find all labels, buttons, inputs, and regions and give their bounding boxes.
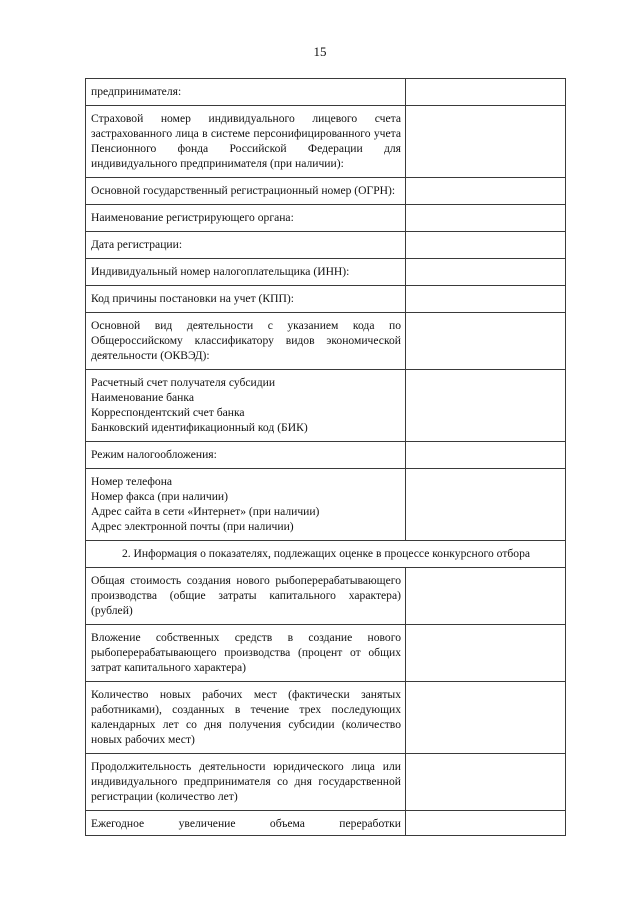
form-row	[86, 370, 566, 442]
field-label	[86, 232, 406, 259]
field-label-line: Банковский идентификационный код (БИК)	[91, 421, 308, 434]
field-label-line: Расчетный счет получателя субсидии	[91, 376, 276, 389]
form-row	[86, 106, 566, 178]
field-label	[86, 568, 406, 625]
field-label	[86, 811, 406, 836]
field-label	[86, 259, 406, 286]
field-label	[86, 106, 406, 178]
field-label	[86, 370, 406, 442]
field-label	[86, 754, 406, 811]
form-row	[86, 625, 566, 682]
form-row	[86, 205, 566, 232]
form-row	[86, 682, 566, 754]
form-row	[86, 313, 566, 370]
form-row	[86, 811, 566, 836]
section-2-title: 2. Информация о показателях, подлежащих оценке в процессе конкурсного отбора	[86, 541, 566, 568]
field-label	[86, 313, 406, 370]
field-value-cell[interactable]	[406, 79, 566, 106]
field-label	[86, 178, 406, 205]
field-label	[86, 286, 406, 313]
field-label-line: Ежегодное увеличение объема переработки	[91, 817, 401, 830]
application-form-table	[85, 78, 566, 836]
field-label-line: предпринимателя:	[91, 85, 182, 98]
page-number: 15	[313, 44, 327, 59]
field-label-line: Страховой номер индивидуального лицевого счета застрахованного лица в системе персонифицированного учета Пенсионного фонда Российской Федерации для индивидуального предпринимателя (при наличии):	[91, 112, 401, 170]
field-value-cell[interactable]	[406, 106, 566, 178]
field-label-line: Дата регистрации:	[91, 238, 183, 251]
field-label-line: Продолжительность деятельности юридического лица или индивидуального предпринимателя со дня государственной регистрации (количество лет)	[91, 760, 401, 803]
field-value-cell[interactable]	[406, 178, 566, 205]
field-value-cell[interactable]	[406, 754, 566, 811]
section-2-rows	[86, 568, 566, 836]
field-label	[86, 682, 406, 754]
field-label-line: Индивидуальный номер налогоплательщика (ИНН):	[91, 265, 350, 278]
field-label-line: Корреспондентский счет банка	[91, 406, 245, 419]
field-value-cell[interactable]	[406, 682, 566, 754]
field-value-cell[interactable]	[406, 313, 566, 370]
form-row	[86, 286, 566, 313]
form-row	[86, 469, 566, 541]
form-row	[86, 232, 566, 259]
field-label-line: Основной вид деятельности с указанием кода по Общероссийскому классификатору видов экономической деятельности (ОКВЭД):	[91, 319, 401, 362]
field-label-line: Адрес электронной почты (при наличии)	[91, 520, 294, 533]
field-label-line: Вложение собственных средств в создание нового рыбоперерабатывающего производства (процент от общих затрат капитального характера)	[91, 631, 401, 674]
form-row	[86, 79, 566, 106]
field-value-cell[interactable]	[406, 442, 566, 469]
field-label	[86, 625, 406, 682]
form-row	[86, 754, 566, 811]
field-label-line: Наименование регистрирующего органа:	[91, 211, 294, 224]
field-value-cell[interactable]	[406, 286, 566, 313]
field-value-cell[interactable]	[406, 811, 566, 836]
field-label-line: Код причины постановки на учет (КПП):	[91, 292, 294, 305]
field-value-cell[interactable]	[406, 370, 566, 442]
form-row	[86, 442, 566, 469]
field-label-line: Количество новых рабочих мест (фактически занятых работниками), созданных в течение трех последующих календарных лет со дня получения субсидии (количество новых рабочих мест)	[91, 688, 401, 746]
field-value-cell[interactable]	[406, 232, 566, 259]
field-label-line: Номер телефона	[91, 475, 173, 488]
field-value-cell[interactable]	[406, 625, 566, 682]
field-label	[86, 442, 406, 469]
field-label-line: Адрес сайта в сети «Интернет» (при наличии)	[91, 505, 320, 518]
section-2-header	[86, 541, 566, 568]
field-label-line: Основной государственный регистрационный номер (ОГРН):	[91, 184, 396, 197]
form-row	[86, 568, 566, 625]
field-label-line: Номер факса (при наличии)	[91, 490, 228, 503]
section-1-rows	[86, 79, 566, 541]
field-label	[86, 79, 406, 106]
field-label-line: Наименование банка	[91, 391, 194, 404]
field-value-cell[interactable]	[406, 259, 566, 286]
field-label	[86, 469, 406, 541]
form-row	[86, 259, 566, 286]
field-value-cell[interactable]	[406, 205, 566, 232]
form-row	[86, 178, 566, 205]
field-label	[86, 205, 406, 232]
field-label-line: Общая стоимость создания нового рыбоперерабатывающего производства (общие затраты капитального характера) (рублей)	[91, 574, 401, 617]
field-value-cell[interactable]	[406, 568, 566, 625]
field-label-line: Режим налогообложения:	[91, 448, 217, 461]
field-value-cell[interactable]	[406, 469, 566, 541]
